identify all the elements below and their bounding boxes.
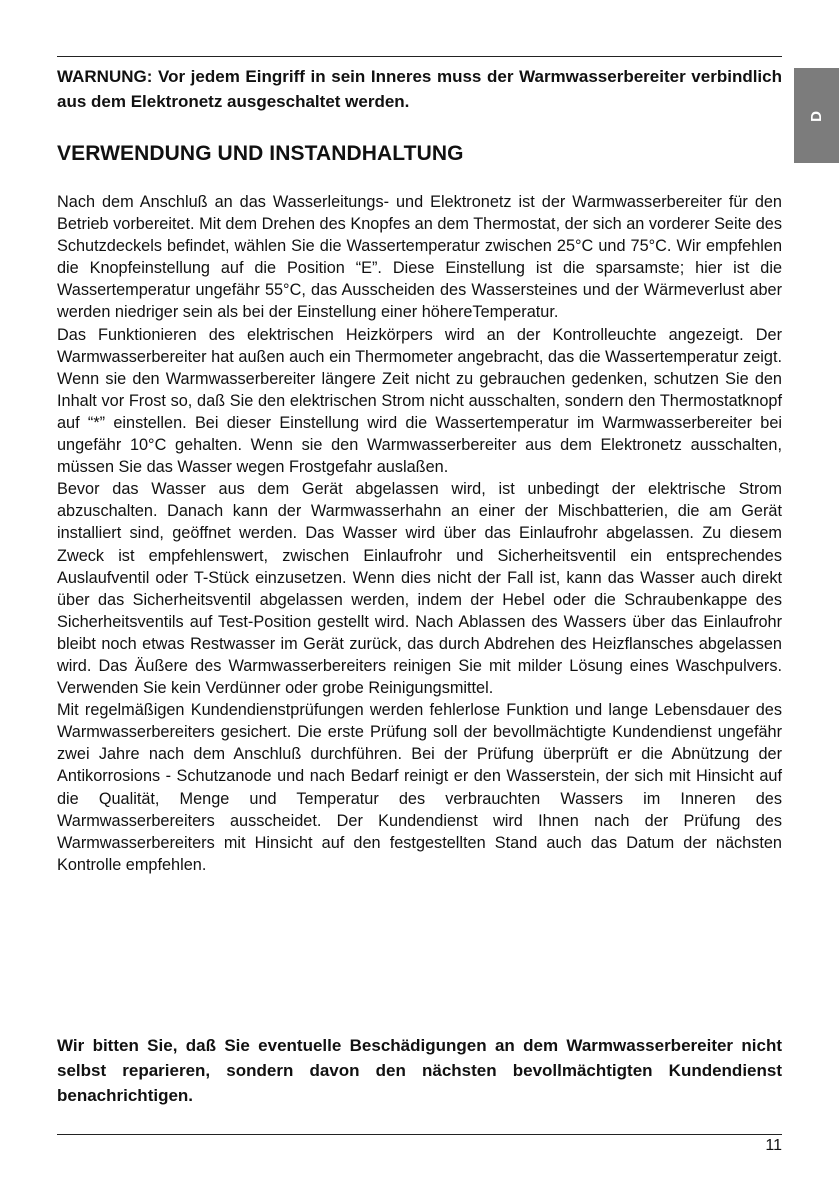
top-divider <box>57 56 782 57</box>
paragraph-operation: Nach dem Anschluß an das Wasserleitungs- und Elektronetz ist der Warmwasserbereiter für den Betrieb vorbereitet. Mit dem Drehen des Knopfes an dem Thermostat, der sich an vorderer Seite des Schutzdeckels befindet, wählen Sie die Wassertemperatur zwischen 25°C und 75°C. Wir empfehlen die Knopfeinstellung auf die Position “E”. Diese Einstellung ist die sparsamste; hier ist die Wassertemperatur ungefähr 55°C, das Ausscheiden des Wassersteines und der Wärmeverlust aber werden niedriger sein als bei der Einstellung einer höhereTemperatur. <box>57 193 782 322</box>
section-title: VERWENDUNG UND INSTANDHALTUNG <box>57 142 464 165</box>
bottom-divider <box>57 1134 782 1135</box>
paragraph-draining-cleaning: Bevor das Wasser aus dem Gerät abgelassen wird, ist unbedingt der elektrische Strom abzuschalten. Danach kann der Warmwasserhahn an einer der Mischbatterien, die am Gerät installiert sind, geöffnet werden. Das Wasser wird über das Einlaufrohr abgelassen. Zu diesem Zweck ist empfehlenswert, zwischen Einlaufrohr und Sicherheitsventil ein entsprechendes Auslaufventil oder T-Stück einzusetzen. Wenn dies nicht der Fall ist, kann das Wasser auch direkt über das Sicherheitsventil abgelassen werden, indem der Hebel oder die Schraubenkappe des Sicherheitsventils auf Test-Position gestellt wird. Nach Ablassen des Wassers über das Einlaufrohr bleibt noch etwas Restwasser im Gerät zurück, das durch Abdrehen des Heizflansches abgelassen wird. Das Äußere des Warmwasserbereiters reinigen Sie mit milder Lösung eines Waschpulvers. Verwenden Sie kein Verdünner oder grobe Reinigungsmittel. <box>57 480 782 698</box>
language-tab-label: D <box>808 111 825 122</box>
page-number: 11 <box>765 1137 782 1154</box>
paragraph-service: Mit regelmäßigen Kundendienstprüfungen werden fehlerlose Funktion und lange Lebensdauer des Warmwasserbereiters gesichert. Die erste Prüfung soll der bevollmächtigte Kundendienst ungefähr zwei Jahre nach dem Anschluß durchführen. Bei der Prüfung überprüft er die Abnützung der Antikorrosions - Schutzanode und nach Bedarf reinigt er den Wasserstein, der sich mit Hinsicht auf die Qualität, Menge und Temperatur des verbrauchten Wassers im Inneren des Warmwasserbereiters ausscheidet. Der Kundendienst wird Ihnen nach der Prüfung des Warmwasserbereiters mit Hinsicht auf den festgestellten Stand auch das Datum der nächsten Kontrolle empfehlen. <box>57 701 782 874</box>
language-tab <box>794 68 839 163</box>
body-text <box>57 191 782 876</box>
warning-text: WARNUNG: Vor jedem Eingriff in sein Inneres muss der Warmwasserbereiter verbindlich aus dem Elektronetz ausgeschaltet werden. <box>57 67 782 111</box>
repair-notice: Wir bitten Sie, daß Sie eventuelle Beschädigungen an dem Warmwasserbereiter nicht selbst reparieren, sondern davon den nächsten bevollmächtigten Kundendienst benachrichtigen. <box>57 1036 782 1105</box>
paragraph-heating-frost: Das Funktionieren des elektrischen Heizkörpers wird an der Kontrolleuchte angezeigt. Der Warmwasserbereiter hat außen auch ein Thermometer angebracht, das die Wassertemperatur zeigt. Wenn sie den Warmwasserbereiter längere Zeit nicht zu gebrauchen gedenken, schutzen Sie den Inhalt vor Frost so, daß Sie den elektrischen Strom nicht ausschalten, sondern den Thermostatknopf auf “*” einstellen. Bei dieser Einstellung wird die Wassertemperatur im Warmwasserbereiter bei ungefähr 10°C gehalten. Wenn sie den Warmwasserbereiter aus dem Elektronetz ausschalten, müssen Sie das Wasser wegen Frostgefahr auslaßen. <box>57 325 782 477</box>
